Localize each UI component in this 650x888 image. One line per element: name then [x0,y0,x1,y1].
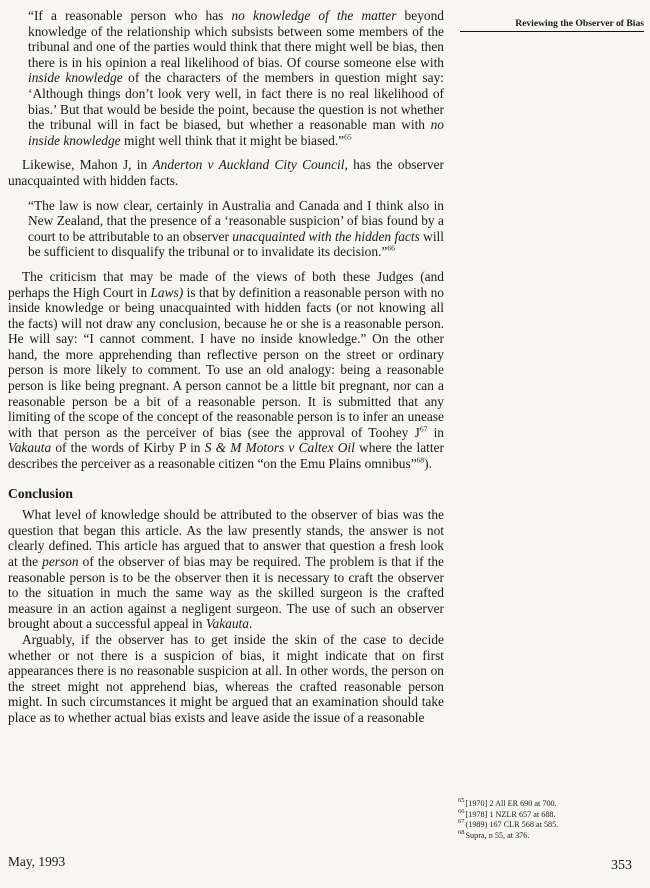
footnote-number: 68 [458,829,465,837]
footnote [458,799,648,810]
footnote-text: [1978] 1 NZLR 657 at 688. [465,809,556,819]
text: of the characters of the members in question might say: ‘Although things don’t look very well, in fact there is no real likelihood of bias.’ But that would be beside the point, because the question is not whether the tribunal will in fact be biased, but whether a reasonable man with [28,70,444,133]
text: Likewise, Mahon J, in [22,157,153,173]
text: where the latter describes the perceiver as a reasonable citizen “on the Emu Plains omnibus” [8,440,444,472]
footnote-text: (1989) 167 CLR 568 at 585. [465,820,559,830]
block-quote-1 [28,8,444,148]
text: The criticism that may be made of the views of both these Judges (and perhaps the High Court in [8,268,444,300]
main-text [8,8,444,726]
paragraph-2 [8,269,444,472]
footnote-number: 66 [458,807,465,815]
text: beyond knowledge of the relationship which subsists between some members of the tribunal and one of the parties would think that there might well be bias, then there is in his opinion a real likelihood of bias. Of course someone else with [28,8,444,70]
footnote-ref: 65 [344,132,352,142]
footnote [458,820,648,831]
text: “If a reasonable person who has [28,8,232,23]
footnote-text: [1970] 2 All ER 690 at 700. [465,799,557,808]
text: will be sufficient to disqualify the tribunal or to invalidate its decision.” [28,228,444,260]
paragraph-3 [8,507,444,632]
footnote [458,807,648,821]
footnote-text: Supra, n 55, at 376. [465,830,530,840]
text: What level of knowledge should be attributed to the observer of bias was the question that began this article. As the law presently stands, the answer is not clearly defined. This article has argued that to answer that question a fresh look at the [8,507,444,569]
emphasis: person [42,554,79,569]
text: might well think that it might be biased.” [120,132,345,148]
footnote-ref: 68 [416,455,425,465]
footer-date: May, 1993 [8,854,66,869]
text: is that by definition a reasonable person with no inside knowledge or being unacquainted with hidden facts (or not knowing all the facts) will not draw any conclusion, because he or she is a reasonable person. He will say: “I cannot comment. I have no inside knowledge.” On the other hand, the more apprehending than reflective person on the street or ordinary person is more likely to comment. To use an old analogy: being a reasonable person is like being pregnant. A person cannot be a little bit pregnant, nor can a reasonable person be a bit of a reasonable person. It is submitted that any limiting of the scope of the concept of the reasonable person is to infer an unease with that person as the perceiver of bias (see the approval of Toohey J [8,284,444,440]
text: in [427,424,444,440]
section-heading: Conclusion [8,485,73,501]
case-name: Laws) [150,284,184,300]
footnotes [458,799,648,841]
text: of the observer of bias may be required. The problem is that if the reasonable person is to be the observer then it is necessary to craft the observer to the situation in much the same way as the skilled surgeon is the crafted measure in an action against a negligent surgeon. The use of such an observer brought about a successful appeal in [8,554,444,632]
paragraph-4 [8,632,444,726]
case-name: Anderton v Auckland City Council, [152,157,348,173]
paragraph-1 [8,157,444,188]
case-name: Vakauta [8,440,52,456]
block-quote-2 [28,198,444,260]
text: Arguably, if the observer has to get inside the skin of the case to decide whether or not there is a suspicion of bias, it might indicate that on first appearances there is no reasonable suspicion at all. In other words, the person on the street might not apprehend bias, whereas the crafted reasonable person might. In such circumstances it might be argued that an examination should take place as to whether actual bias exists and leave aside the issue of a reasonable [8,631,444,725]
emphasis: unacquainted with the hidden facts [232,228,420,244]
text: of the words of Kirby P in [51,440,205,456]
text: . [248,616,253,632]
case-name: Vakauta [205,616,249,632]
footnote-ref: 66 [387,243,395,253]
emphasis: no knowledge of the matter [231,8,397,23]
footnote-number: 65 [458,797,465,805]
running-head: Reviewing the Observer of Bias [460,18,644,32]
footnote [458,831,648,842]
text: has the observer unacquainted with hidden facts. [8,157,445,188]
emphasis: inside knowledge [28,70,123,86]
text: ). [424,456,432,472]
page-number: 353 [611,858,632,873]
footnote-ref: 67 [419,424,428,434]
emphasis: no inside knowledge [28,117,444,148]
text: “The law is now clear, certainly in Australia and Canada and I think also in New Zealand, that the presence of a ‘reasonable suspicion’ of bias found by a court to be attributable to an observer [28,197,444,244]
case-name: S & M Motors v Caltex Oil [204,440,355,456]
footnote-number: 67 [458,818,465,826]
